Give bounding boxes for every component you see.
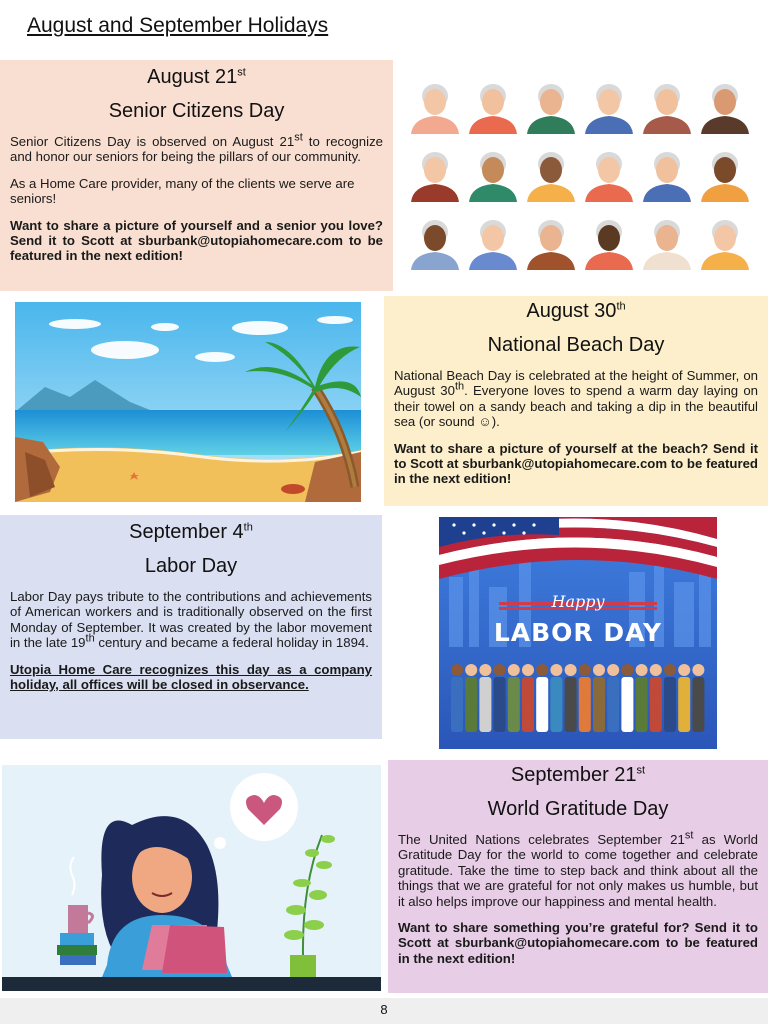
page-title: August and September Holidays xyxy=(27,14,329,37)
senior-person-icon xyxy=(411,152,459,202)
cta-text: Utopia Home Care recognizes this day as a company holiday, all offices will be closed in observance. xyxy=(10,661,372,693)
worker-figure xyxy=(636,664,648,732)
senior-person-icon xyxy=(701,84,749,134)
happy-text: Happy xyxy=(551,592,605,611)
senior-person-icon xyxy=(643,152,691,202)
text-suffix: th xyxy=(85,632,95,645)
date-suffix: st xyxy=(237,66,246,79)
worker-figure xyxy=(465,664,477,732)
text-run: The United Nations celebrates September 21 xyxy=(398,832,685,847)
senior-person-icon xyxy=(411,220,459,270)
date-suffix: st xyxy=(636,764,646,777)
cta-text: Want to share a picture of yourself and a senior you love? Send it to Scott at sburbank@utopiahomecare.com to be featured in the next edition! xyxy=(10,217,383,264)
text-suffix: th xyxy=(454,381,465,394)
text-run: Senior Citizens Day is observed on August 21 xyxy=(10,134,295,149)
worker-figure xyxy=(508,664,520,732)
worker-figure xyxy=(650,664,662,732)
section-heading: World Gratitude Day xyxy=(487,798,669,820)
section-date xyxy=(10,66,383,89)
date-suffix: th xyxy=(243,521,253,534)
text-run: to recognize and honor our seniors for being the pillars of our community. xyxy=(10,134,384,165)
senior-person-icon xyxy=(585,84,633,134)
worker-figure xyxy=(536,664,548,732)
senior-person-icon xyxy=(527,152,575,202)
text-suffix: st xyxy=(684,829,694,842)
cta-text: Want to share a picture of yourself at the beach? Send it to Scott at sburbank@utopiahomecare.com to be featured in the next edition! xyxy=(394,440,758,487)
worker-figure xyxy=(579,664,591,732)
text-run: as World Gratitude Day for the world to come together and celebrate gratitude. Take the time to step back and think about all the things that we are grateful for not only makes us humble, but it also helps improve our happiness and mental health. xyxy=(398,832,758,909)
section-heading: National Beach Day xyxy=(487,334,665,356)
worker-figure xyxy=(593,664,605,732)
call-to-action xyxy=(10,218,383,264)
seniors-illustration xyxy=(405,78,755,274)
senior-person-icon xyxy=(643,220,691,270)
section-date xyxy=(10,521,372,544)
call-to-action xyxy=(398,920,758,966)
senior-person-icon xyxy=(469,220,517,270)
world-gratitude-day-section xyxy=(388,760,768,993)
text-run: Labor Day pays tribute to the contributions and achievements of American workers and is traditionally observed on the first Monday of September. It was created by the labor movement in the late 19 xyxy=(10,589,372,651)
senior-person-icon xyxy=(469,84,517,134)
labor-day-banner-text: LABOR DAY xyxy=(493,618,663,647)
worker-figure xyxy=(565,664,577,732)
section-heading: Senior Citizens Day xyxy=(108,100,285,122)
call-to-action xyxy=(10,662,372,693)
worker-figure xyxy=(494,664,506,732)
senior-person-icon xyxy=(701,152,749,202)
section-paragraph xyxy=(10,131,384,165)
date-text: September 4 xyxy=(129,521,244,543)
labor-day-section xyxy=(0,515,382,739)
section-paragraph xyxy=(398,829,758,909)
date-text: August 30 xyxy=(526,300,617,322)
worker-figure xyxy=(522,664,534,732)
senior-person-icon xyxy=(527,84,575,134)
gratitude-illustration xyxy=(2,765,381,991)
national-beach-day-section xyxy=(384,296,768,506)
worker-figure xyxy=(451,664,463,732)
worker-figure xyxy=(621,664,633,732)
worker-figure xyxy=(678,664,690,732)
happy-labor-day-illustration xyxy=(439,517,717,749)
section-heading: Labor Day xyxy=(144,555,238,577)
date-text: September 21 xyxy=(510,764,637,786)
beach-illustration xyxy=(15,302,361,502)
senior-person-icon xyxy=(643,84,691,134)
text-run: century and became a federal holiday in 1894. xyxy=(94,635,369,651)
section-paragraph: As a Home Care provider, many of the clients we serve are seniors! xyxy=(10,175,355,207)
section-date xyxy=(394,300,758,323)
text-run: National Beach Day is celebrated at the height of Summer, on August 30 xyxy=(394,368,758,399)
text-run: . Everyone loves to spend a warm day laying on their towel on a sandy beach and taking a dip in the beautiful sea (or sound ☺). xyxy=(394,383,758,430)
date-text: August 21 xyxy=(147,66,238,88)
worker-figure xyxy=(607,664,619,732)
worker-figure xyxy=(692,664,704,732)
senior-person-icon xyxy=(701,220,749,270)
senior-citizens-day-section xyxy=(0,60,393,291)
senior-person-icon xyxy=(469,152,517,202)
senior-person-icon xyxy=(411,84,459,134)
call-to-action xyxy=(394,441,758,487)
date-suffix: th xyxy=(616,300,626,313)
senior-person-icon xyxy=(527,220,575,270)
text-suffix: st xyxy=(294,131,303,144)
section-date xyxy=(398,764,758,787)
worker-figure xyxy=(550,664,562,732)
worker-figure xyxy=(479,664,491,732)
senior-person-icon xyxy=(585,152,633,202)
section-paragraph xyxy=(10,589,372,651)
page-number: 8 xyxy=(380,1002,388,1017)
section-paragraph xyxy=(394,368,758,430)
cta-text: Want to share something you’re grateful for? Send it to Scott at sburbank@utopiahomecare.com to be featured in the next edition! xyxy=(398,920,758,966)
senior-person-icon xyxy=(585,220,633,270)
worker-figure xyxy=(664,664,676,732)
